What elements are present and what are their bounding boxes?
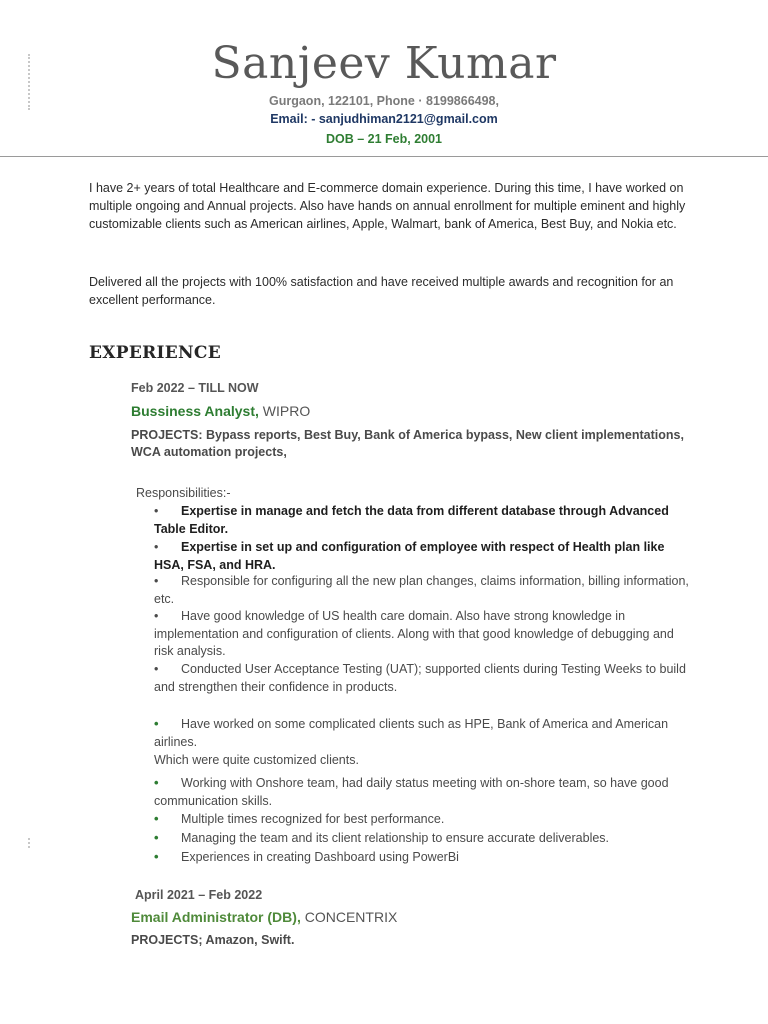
bullet-icon: • (154, 609, 159, 623)
job2-title: Email Administrator (DB), (131, 909, 301, 925)
list-item: • Conducted User Acceptance Testing (UAT); supported clients during Testing Weeks to build and strengthen their confidence in products. (154, 662, 686, 694)
job1-date: Feb 2022 – TILL NOW (131, 381, 259, 395)
job2-projects: PROJECTS; Amazon, Swift. (131, 933, 295, 947)
extra-note: Which were quite customized clients. (154, 753, 359, 767)
experience-heading: EXPERIENCE (89, 343, 221, 363)
bullet-icon: • (154, 830, 159, 845)
job1-role (131, 403, 310, 419)
bullet-icon: • (154, 849, 159, 864)
bullet-icon: • (154, 811, 159, 826)
bullet-icon: • (154, 504, 159, 518)
date-of-birth: DOB – 21 Feb, 2001 (325, 132, 443, 146)
list-item: • Experiences in creating Dashboard using PowerBi (154, 849, 459, 864)
list-item: • Multiple times recognized for best performance. (154, 811, 445, 826)
bullet-icon: • (154, 775, 159, 790)
job1-title: Bussiness Analyst, (131, 403, 259, 419)
bullet-icon: • (154, 662, 159, 676)
list-item: • Responsible for configuring all the new plan changes, claims information, billing information, etc. (154, 574, 689, 606)
header-divider (0, 156, 768, 157)
bullet-icon: • (154, 716, 159, 731)
candidate-name: Sanjeev Kumar (211, 38, 557, 89)
job2-company: CONCENTRIX (300, 909, 398, 925)
job2-date: April 2021 – Feb 2022 (135, 888, 263, 902)
job1-company: WIPRO (258, 403, 311, 419)
list-item: • Expertise in manage and fetch the data from different database through Advanced Table Editor. (154, 504, 669, 536)
summary-paragraph-1: I have 2+ years of total Healthcare and E-commerce domain experience. During this time, I have worked on multiple ongoing and Annual projects. Also have hands on annual enrollment for multiple eminent and highly customizable clients such as American airlines, Apple, Walmart, bank of America, Best Buy, and Nokia etc. (89, 181, 686, 231)
list-item: • Expertise in set up and configuration of employee with respect of Health plan like HSA, FSA, and HRA. (154, 540, 665, 572)
summary-paragraph-2: Delivered all the projects with 100% satisfaction and have received multiple awards and recognition for an excellent performance. (89, 275, 674, 307)
list-item: • Have good knowledge of US health care domain. Also have strong knowledge in implementation and configuration of clients. Along with that good knowledge of debugging and risk analysis. (154, 609, 674, 658)
responsibilities-label: Responsibilities:- (136, 486, 231, 500)
margin-marker-middle (28, 838, 33, 848)
bullet-icon: • (154, 540, 159, 554)
job2-role (131, 909, 397, 925)
list-item: • Working with Onshore team, had daily status meeting with on-shore team, so have good communication skills. (154, 775, 669, 808)
contact-email: Email: - sanjudhiman2121@gmail.com (270, 112, 498, 126)
job1-projects: PROJECTS: Bypass reports, Best Buy, Bank of America bypass, New client implementations, WCA automation projects, (131, 428, 684, 459)
list-item: • Have worked on some complicated clients such as HPE, Bank of America and American airlines. (154, 716, 669, 749)
contact-address: Gurgaon, 122101, Phone · 8199866498, (269, 94, 499, 108)
bullet-icon: • (154, 574, 159, 588)
list-item: • Managing the team and its client relationship to ensure accurate deliverables. (154, 830, 610, 845)
